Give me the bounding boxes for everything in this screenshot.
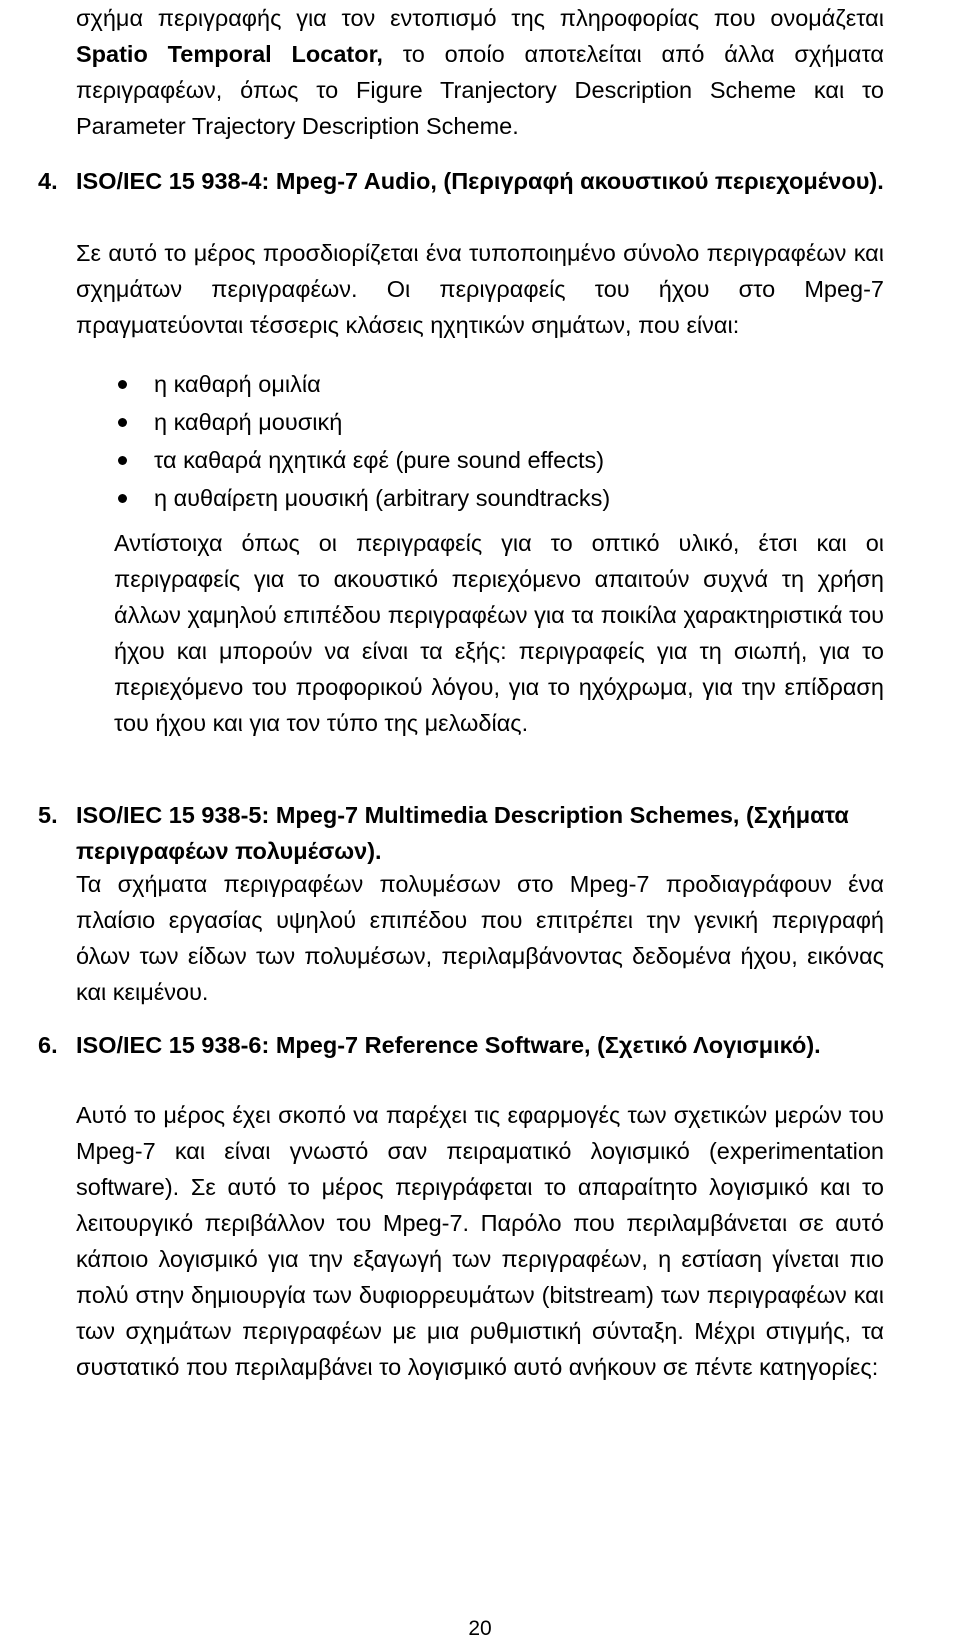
- section-4-after-text: Αντίστοιχα όπως οι περιγραφείς για το οπτικό υλικό, έτσι και οι περιγραφείς για το ακουστικό περιεχόμενο απαιτούν συχνά τη χρήση άλλων χαμηλού επιπέδου περιγραφέων για τα ποικίλα χαρακτηριστικά του ήχου και μπορούν να είναι τα εξής: περιγραφείς για τη σιωπή, για το περιεχόμενο του προφορικού λόγου, για το ηχόχρωμα, για την επίδραση του ήχου και για τον τύπο της μελωδίας.: [114, 530, 884, 736]
- section-6-heading: [38, 1027, 884, 1063]
- list-item: [112, 404, 884, 442]
- section-4-body: [76, 235, 884, 343]
- section-4-title: ISO/IEC 15 938-4: Mpeg-7 Audio, (Περιγραφή ακουστικού περιεχομένου).: [76, 168, 884, 194]
- list-item-text: η καθαρή ομιλία: [154, 371, 321, 397]
- audio-classes-list: [112, 366, 884, 518]
- section-6-number: 6.: [38, 1032, 58, 1058]
- list-item-text: η καθαρή μουσική: [154, 409, 343, 435]
- section-4-after-paragraph: [114, 525, 884, 741]
- list-item: [112, 366, 884, 404]
- list-item: [112, 480, 884, 518]
- section-6-body: [76, 1097, 884, 1385]
- list-item: [112, 442, 884, 480]
- bullet-icon: [118, 380, 127, 389]
- section-5-title: ISO/IEC 15 938-5: Mpeg-7 Multimedia Description Schemes, (Σχήματα περιγραφέων πολυμέσων).: [76, 802, 849, 864]
- section-5-number: 5.: [38, 802, 58, 828]
- bullet-icon: [118, 418, 127, 427]
- bullet-icon: [118, 494, 127, 503]
- intro-text-start: σχήμα περιγραφής για τον εντοπισμό της πληροφορίας που ονομάζεται: [76, 5, 884, 31]
- intro-text-end: το οποίο αποτελείται από άλλα σχήματα περιγραφέων, όπως το Figure Tranjectory Description Scheme και το Parameter Trajectory Description Scheme.: [76, 41, 884, 139]
- section-5-heading: [38, 797, 884, 869]
- section-6-body-text: Αυτό το μέρος έχει σκοπό να παρέχει τις εφαρμογές των σχετικών μερών του Mpeg-7 και είναι γνωστό σαν πειραματικό λογισμικό (experimentation software). Σε αυτό το μέρος περιγράφεται το απαραίτητο λογισμικό και το λειτουργικό περιβάλλον του Mpeg-7. Παρόλο που περιλαμβάνεται σε αυτό κάποιο λογισμικό για την εξαγωγή των περιγραφέων, η εστίαση γίνεται πιο πολύ στην δημιουργία των δυφιορρευμάτων (bitstream) των περιγραφέων και των σχημάτων περιγραφέων με μια ρυθμιστική σύνταξη. Μέχρι στιγμής, τα συστατικό που περιλαμβάνει το λογισμικό αυτό ανήκουν σε πέντε κατηγορίες:: [76, 1102, 884, 1380]
- section-4-body-text: Σε αυτό το μέρος προσδιορίζεται ένα τυποποιημένο σύνολο περιγραφέων και σχημάτων περιγραφέων. Οι περιγραφείς του ήχου στο Mpeg-7 πραγματεύονται τέσσερις κλάσεις ηχητικών σημάτων, που είναι:: [76, 240, 884, 338]
- list-item-text: τα καθαρά ηχητικά εφέ (pure sound effects): [154, 447, 605, 473]
- section-5-body: [76, 866, 884, 1010]
- section-4-number: 4.: [38, 168, 58, 194]
- intro-paragraph: [76, 0, 884, 144]
- bullet-icon: [118, 456, 127, 465]
- section-6-title: ISO/IEC 15 938-6: Mpeg-7 Reference Software, (Σχετικό Λογισμικό).: [76, 1032, 821, 1058]
- section-4-heading: [38, 163, 884, 199]
- page-number: 20: [468, 1617, 492, 1640]
- intro-bold-term: Spatio Temporal Locator,: [76, 41, 383, 67]
- list-item-text: η αυθαίρετη μουσική (arbitrary soundtracks): [154, 485, 611, 511]
- section-5-body-text: Τα σχήματα περιγραφέων πολυμέσων στο Mpeg-7 προδιαγράφουν ένα πλαίσιο εργασίας υψηλού επιπέδου που επιτρέπει την γενική περιγραφή όλων των είδων των πολυμέσων, περιλαμβάνοντας δεδομένα ήχου, εικόνας και κειμένου.: [76, 871, 884, 1005]
